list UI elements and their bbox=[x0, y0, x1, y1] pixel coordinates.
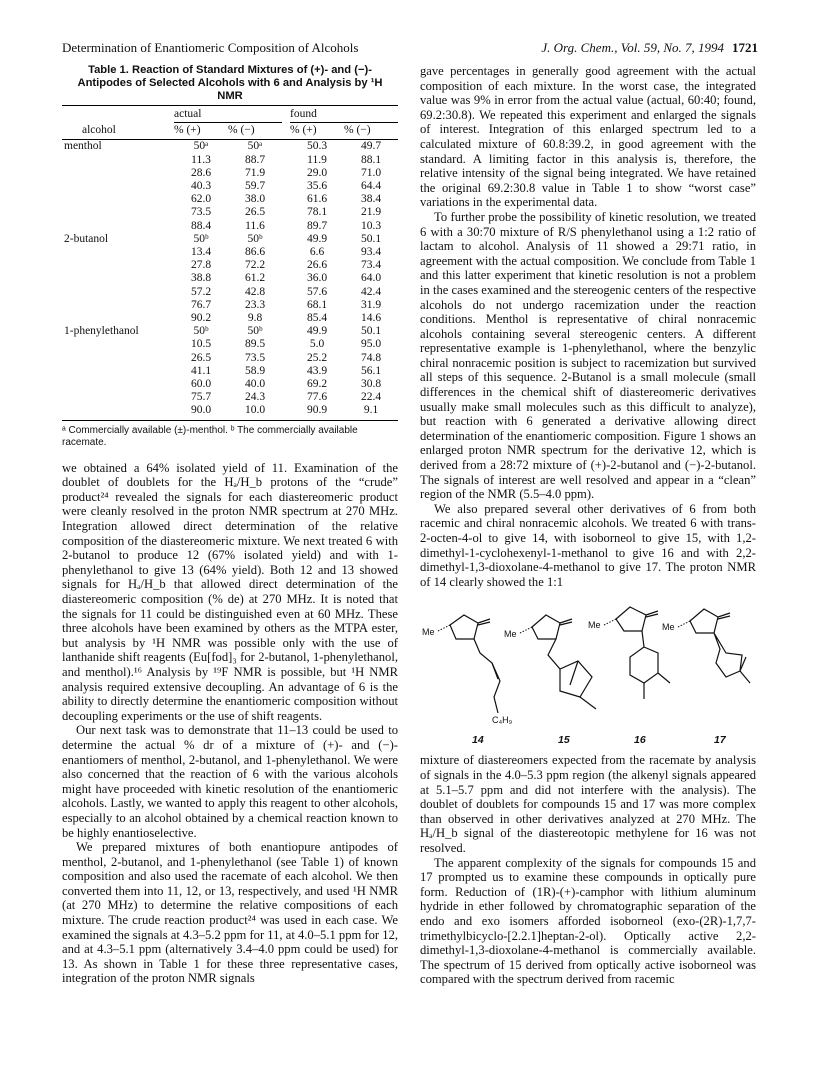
table-cell: 26.5 bbox=[244, 206, 266, 219]
table-cell: 50ᵇ bbox=[247, 232, 263, 245]
journal-citation bbox=[541, 40, 758, 56]
table-cell: 88.7 bbox=[244, 153, 266, 166]
table-cell: 95.0 bbox=[360, 338, 382, 351]
running-title: Determination of Enantiomeric Composition of Alcohols bbox=[62, 40, 359, 55]
table-cell: 10.3 bbox=[360, 219, 382, 232]
table-cell: 61.2 bbox=[244, 272, 266, 285]
table-cell: 42.8 bbox=[244, 285, 266, 298]
table-cell: 60.0 bbox=[190, 378, 212, 391]
table-cell: 86.6 bbox=[244, 246, 266, 259]
table-cell: 73.5 bbox=[190, 206, 212, 219]
table-cell: 38.0 bbox=[244, 193, 266, 206]
table-cell: 40.0 bbox=[244, 378, 266, 391]
body-paragraph: mixture of diastereomers expected from the racemate by analysis of signals in the 4.0–5.3 ppm region (the alkenyl signals appeared at 5.1–5.7 ppm and did not interfere with the analysis). The doublet of doublets for compounds 15 and 17 was more complex than observed in other derivatives analyzed at 270 MHz. The Hₐ/H_b signal of the diastereotopic methylene for 16 was not resolved. bbox=[420, 753, 756, 855]
table-cell: 50.1 bbox=[360, 232, 382, 245]
table-cell: 68.1 bbox=[306, 298, 328, 311]
table-cell: 64.4 bbox=[360, 180, 382, 193]
table-cell: 9.1 bbox=[344, 404, 398, 420]
col-alcohol: alcohol bbox=[62, 123, 174, 140]
table-row bbox=[62, 312, 398, 325]
table-footnote: ᵃ Commercially available (±)-menthol. ᵇ The commercially available racemate. bbox=[62, 424, 358, 448]
table-cell: 5.0 bbox=[309, 338, 325, 351]
table-cell: 89.5 bbox=[244, 338, 266, 351]
table-cell: 10.0 bbox=[228, 404, 282, 420]
table-cell: 57.2 bbox=[190, 285, 212, 298]
page-number: 1721 bbox=[732, 40, 758, 55]
table-cell: 14.6 bbox=[360, 312, 382, 325]
table-cell: 50ᵇ bbox=[193, 232, 209, 245]
alcohol-name: 2-butanol bbox=[64, 232, 109, 245]
table-row bbox=[62, 259, 398, 272]
table-cell: 50ᵃ bbox=[193, 140, 209, 153]
col-actual-minus: % (−) bbox=[228, 123, 282, 140]
table-cell: 35.6 bbox=[306, 180, 328, 193]
alcohol-name: 1-phenylethanol bbox=[64, 325, 139, 338]
table-cell: 41.1 bbox=[190, 364, 212, 377]
table-cell: 85.4 bbox=[306, 312, 328, 325]
col-actual-plus: % (+) bbox=[174, 123, 228, 140]
right-body-text-bottom bbox=[420, 753, 756, 987]
right-column bbox=[420, 64, 756, 987]
table-row bbox=[62, 325, 398, 338]
table-cell: 26.6 bbox=[306, 259, 328, 272]
table-cell: 6.6 bbox=[309, 246, 325, 259]
me-label-15: Me bbox=[504, 629, 517, 640]
table-row bbox=[62, 391, 398, 404]
table-row bbox=[62, 338, 398, 351]
table-cell: 11.6 bbox=[245, 219, 265, 232]
table-cell: 10.5 bbox=[190, 338, 212, 351]
table-row bbox=[62, 233, 398, 246]
table-cell: 69.2 bbox=[306, 378, 328, 391]
body-paragraph: gave percentages in generally good agreement with the actual composition of each mixture. In the worst case, the integrated value was 9% in error from the actual value (actual, 60:40; found, 69.2:30.8). We repeated this experiment and enlarged the signals of interest. Integration of this enlarged spectrum led to a calculated mixture of 60.8:39.2, in good agreement with the standard. A limiting factor in this analysis is, therefore, the relative intensity of the signal being integrated. We have retained the original 69.2:30.8 value in Table 1 to show “worst case” variations in the experimental data. bbox=[420, 64, 756, 210]
table-cell: 36.0 bbox=[306, 272, 328, 285]
table-cell: 28.6 bbox=[190, 166, 212, 179]
table-cell: 50ᵇ bbox=[247, 325, 263, 338]
table-cell: 11.3 bbox=[191, 153, 211, 166]
left-column bbox=[62, 64, 398, 986]
c4h9-label: C₄H₉ bbox=[492, 715, 513, 726]
table-row bbox=[62, 140, 398, 154]
compound-label-15: 15 bbox=[558, 734, 570, 747]
col-found-plus: % (+) bbox=[290, 123, 344, 140]
table-cell: 50.3 bbox=[306, 140, 328, 153]
body-paragraph: We prepared mixtures of both enantiopure antipodes of menthol, 2-butanol, and 1-phenylethanol (see Table 1) of known composition and also used the racemate of each alcohol. We then converted them into 11, 12, or 13, respectively, and used ¹H NMR (at 270 MHz) to determine the relative compositions of each mixture. The crude reaction product²⁴ was used in each case. We examined the signals at 4.3–5.2 ppm for 11, at 4.0–5.1 ppm for 12, and at 4.3–5.1 ppm (alternatively 3.4–4.0 ppm could be used) for 13. As shown in Table 1 for these three representative cases, integration of the proton NMR signals bbox=[62, 840, 399, 986]
table-cell: 71.9 bbox=[244, 166, 266, 179]
table-cell: 89.7 bbox=[306, 219, 328, 232]
table-cell: 56.1 bbox=[360, 364, 382, 377]
running-header bbox=[62, 40, 758, 58]
table-row bbox=[62, 365, 398, 378]
data-table bbox=[62, 105, 398, 421]
me-label-14: Me bbox=[422, 627, 435, 638]
table-cell: 90.9 bbox=[290, 404, 344, 420]
right-body-text-top bbox=[420, 64, 756, 589]
table-row bbox=[62, 404, 398, 420]
table-cell: 74.8 bbox=[360, 351, 382, 364]
body-paragraph: To further probe the possibility of kinetic resolution, we treated 6 with a 30:70 mixture of R/S phenylethanol using a 1:2 ratio of lactam to alcohol. Analysis of 11 showed a 29:71 ratio, in agreement with the actual composition. We conclude from Table 1 and this latter experiment that kinetic resolution is not a problem in the cases examined and the stereogenic centers of the respective alcohols do not undergo racemization under the reaction conditions. Menthol is representative of chiral nonracemic alcohols containing several stereogenic centers. A different representative example is 1-phenylethanol, where the benzylic chiral nonracemic position is subject to racemization but survived all steps of this sequence. 2-Butanol is a small molecule (small differences in the chemical shift of diastereomeric derivatives usually make small molecules such as this difficult to analyze), but reaction with 6 generated a derivative allowing direct determination of the enantiomeric composition. Figure 1 shows an enlarged proton NMR spectrum for the derivative 12, which is derived from a 28:72 mixture of (+)-2-butanol and (−)-2-butanol. The signals of interest are well resolved and appear in a “clean” region of the NMR (5.5–4.0 ppm). bbox=[420, 209, 756, 502]
table-cell: 77.6 bbox=[306, 391, 328, 404]
table-row bbox=[62, 286, 398, 299]
table-title: Table 1. Reaction of Standard Mixtures of (+)- and (−)-Antipodes of Selected Alcohols with 6 and Analysis by ¹H NMR bbox=[77, 64, 383, 102]
table-cell: 42.4 bbox=[360, 285, 382, 298]
table-cell: 38.8 bbox=[190, 272, 212, 285]
table-cell: 40.3 bbox=[190, 180, 212, 193]
table-cell: 26.5 bbox=[190, 351, 212, 364]
table-cell: 61.6 bbox=[306, 193, 328, 206]
table-cell: 43.9 bbox=[306, 364, 328, 377]
table-cell: 25.2 bbox=[306, 351, 328, 364]
table-cell: 78.1 bbox=[306, 206, 328, 219]
table-row bbox=[62, 352, 398, 365]
table-cell: 64.0 bbox=[360, 272, 382, 285]
table-row bbox=[62, 193, 398, 206]
me-label-16: Me bbox=[588, 620, 601, 631]
table-cell: 57.6 bbox=[306, 285, 328, 298]
table-cell: 22.4 bbox=[360, 391, 382, 404]
table-row bbox=[62, 220, 398, 233]
table-cell: 23.3 bbox=[244, 298, 266, 311]
table-cell: 49.9 bbox=[306, 325, 328, 338]
table-cell: 30.8 bbox=[360, 378, 382, 391]
table-cell: 49.9 bbox=[306, 232, 328, 245]
table-cell: 50ᵃ bbox=[247, 140, 263, 153]
table-cell: 27.8 bbox=[190, 259, 212, 272]
table-row bbox=[62, 154, 398, 167]
body-paragraph: Our next task was to demonstrate that 11–13 could be used to determine the actual % dr of a mixture of (+)- and (−)-enantiomers of menthol, 2-butanol, and 1-phenylethanol. We were also concerned that the reaction of 6 with the various alcohols might have proceeded with kinetic resolution of the enantiomeric alcohols. Lastly, we wanted to apply this reagent to other alcohols, especially to an alcohol obtained by a chemical reaction known to be highly enantioselective. bbox=[62, 723, 398, 840]
table-cell: 24.3 bbox=[244, 391, 266, 404]
alcohol-name: menthol bbox=[64, 140, 102, 153]
compound-label-17: 17 bbox=[714, 734, 726, 747]
table-cell: 21.9 bbox=[360, 206, 382, 219]
table-row bbox=[62, 246, 398, 259]
table-row bbox=[62, 272, 398, 285]
group-found: found bbox=[290, 106, 398, 123]
body-paragraph: we obtained a 64% isolated yield of 11. Examination of the doublet of doublets for the Hₐ/H_b protons of the “crude” product²⁴ revealed the signals for each diastereomeric product were cleanly resolved in the proton NMR spectrum at 270 MHz. Integration allowed direct determination of the relative composition of the diastereomeric mixture. We next treated 6 with 2-butanol to produce 12 (67% isolated yield) and with 1-phenylethanol to give 13 (64% yield). Both 12 and 13 showed signals for Hₐ/H_b that allowed direct determination of the diastereomeric composition (% de) at 270 MHz. It is noted that the signals for 11 could be distinguished even at 60 MHz. These three alcohols have been examined by others as the MTPA ester, but analysis by ¹H NMR was possible only with the use of lanthanide shift reagents (Eu[fod]₃ for 2-butanol, 1-phenylethanol, and menthol).¹⁶ Analysis by ¹⁹F NMR is possible, but ¹H NMR analysis required extensive decoupling. An advantage of 6 is the ability to directly determine the enantiomeric composition without decoupling experiments or the use of shift reagents. bbox=[62, 460, 398, 723]
table-cell: 38.4 bbox=[360, 193, 382, 206]
table-cell: 90.2 bbox=[190, 312, 212, 325]
body-paragraph: We also prepared several other derivatives of 6 from both racemic and chiral nonracemic alcohols. We treated 6 with trans-2-octen-4-ol to give 14, with isoborneol to give 15, with 1,2-dimethyl-1-cyclohexenyl-1-methanol to give 16 and with 2,2-dimethyl-1,3-dioxolane-4-methanol to give 17. The proton NMR of 14 clearly showed the 1:1 bbox=[420, 501, 756, 589]
table-cell: 50ᵇ bbox=[193, 325, 209, 338]
table-cell: 88.1 bbox=[360, 153, 382, 166]
table-cell: 73.5 bbox=[244, 351, 266, 364]
col-found-minus: % (−) bbox=[344, 123, 398, 140]
left-body-text bbox=[62, 461, 398, 986]
table-cell: 49.7 bbox=[360, 140, 382, 153]
table-cell: 58.9 bbox=[244, 364, 266, 377]
table-row bbox=[62, 378, 398, 391]
table-cell: 13.4 bbox=[190, 246, 212, 259]
body-paragraph: The apparent complexity of the signals for compounds 15 and 17 prompted us to examine these compounds in optically pure form. Reduction of (1R)-(+)-camphor with lithium aluminum hydride in ether followed by chromatographic separation of the endo and exo isomers afforded isoborneol (exo-(2R)-1,7,7-trimethylbicyclo-[2.2.1]heptan-2-ol). Optically active 2,2-dimethyl-1,3-dioxolane-4-methanol is commercially available. The spectrum of 15 derived from optically active isoborneol was compared with the spectrum derived from racemic bbox=[420, 855, 756, 987]
table-cell: 11.9 bbox=[307, 153, 327, 166]
table-cell: 50.1 bbox=[360, 325, 382, 338]
chemical-structures bbox=[420, 597, 756, 747]
compound-label-14: 14 bbox=[472, 734, 484, 747]
table-row bbox=[62, 180, 398, 193]
table-cell: 90.0 bbox=[174, 404, 228, 420]
table-cell: 31.9 bbox=[360, 298, 382, 311]
journal-name: J. Org. Chem., Vol. 59, No. 7, 1994 bbox=[541, 40, 724, 55]
table-cell: 88.4 bbox=[190, 219, 212, 232]
me-label-17: Me bbox=[662, 622, 675, 633]
table-cell: 62.0 bbox=[190, 193, 212, 206]
table-cell: 9.8 bbox=[247, 312, 263, 325]
group-actual: actual bbox=[174, 106, 282, 123]
table-cell: 76.7 bbox=[190, 298, 212, 311]
table-cell: 73.4 bbox=[360, 259, 382, 272]
table-cell: 93.4 bbox=[360, 246, 382, 259]
table-row bbox=[62, 299, 398, 312]
table-row bbox=[62, 206, 398, 219]
table-cell: 71.0 bbox=[360, 166, 382, 179]
table-row bbox=[62, 167, 398, 180]
table-cell: 72.2 bbox=[244, 259, 266, 272]
structure-figure bbox=[420, 597, 756, 747]
table-cell: 29.0 bbox=[306, 166, 328, 179]
compound-label-16: 16 bbox=[634, 734, 646, 747]
table-cell: 75.7 bbox=[190, 391, 212, 404]
table-cell: 59.7 bbox=[244, 180, 266, 193]
